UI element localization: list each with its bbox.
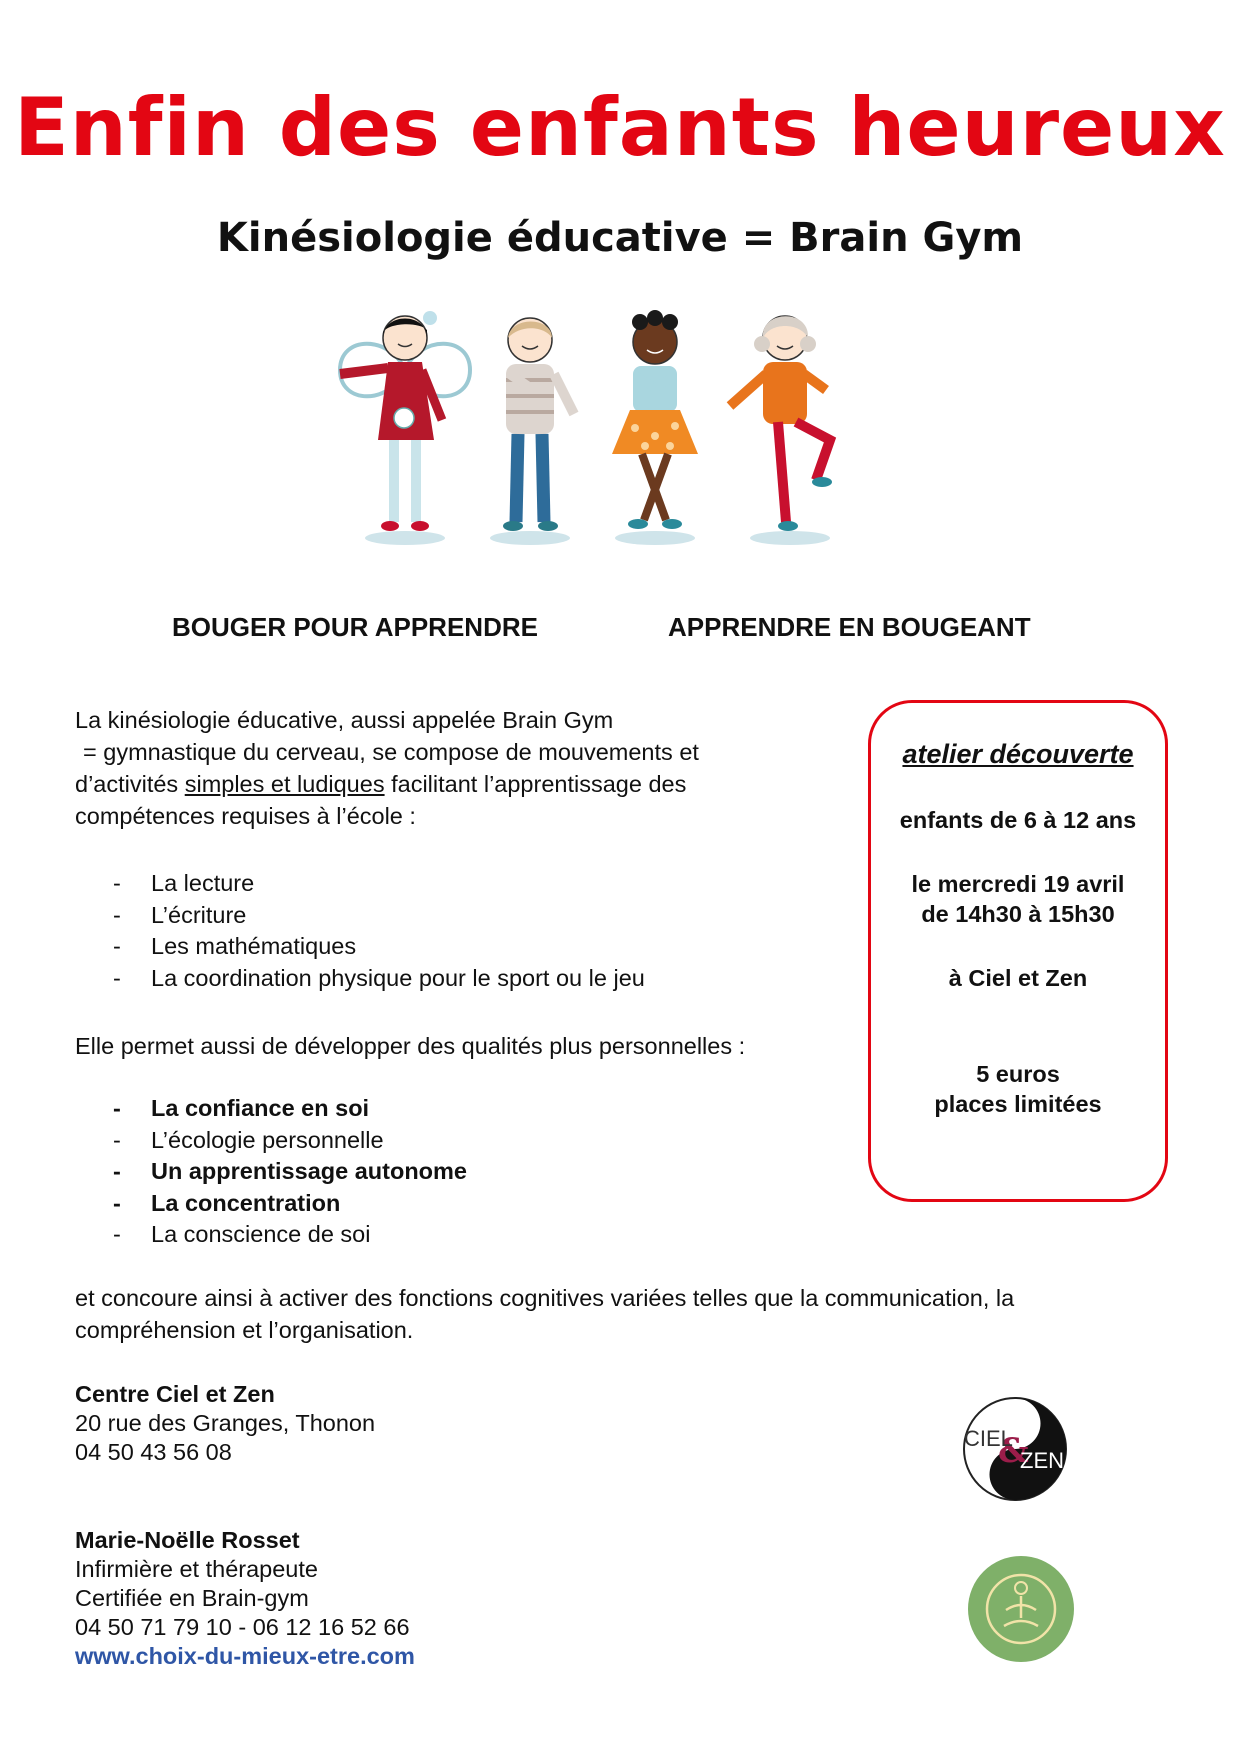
list-item-text: La coordination physique pour le sport ou le jeu: [151, 964, 645, 991]
centre-contact: [75, 1380, 375, 1467]
intro-line-3-end: facilitant l’apprentissage des: [384, 771, 687, 797]
list-item-text: L’écriture: [151, 901, 247, 928]
subjects-list: [75, 868, 645, 994]
intro-line-1: La kinésiologie éducative, aussi appelée Brain Gym: [75, 707, 614, 733]
workshop-place: à Ciel et Zen: [948, 965, 1088, 991]
intro-line-3: [75, 768, 775, 800]
slogan-left: BOUGER POUR APPRENDRE: [172, 612, 538, 642]
qualities-intro: Elle permet aussi de développer des qualités plus personnelles :: [75, 1033, 746, 1059]
list-item: - La conscience de soi: [113, 1221, 371, 1247]
list-item: - Les mathématiques: [113, 933, 357, 959]
ciel-et-zen-logo: [962, 1396, 1068, 1502]
list-item-text: La lecture: [151, 870, 255, 896]
intro-underlined-text: simples et ludiques: [184, 771, 385, 797]
intro-line-3-start: d’activités: [75, 771, 185, 797]
workshop-places: places limitées: [934, 1091, 1102, 1117]
centre-name: Centre Ciel et Zen: [75, 1381, 275, 1407]
centre-address: 20 rue des Granges, Thonon: [75, 1410, 376, 1436]
child-boy-striped: [503, 318, 574, 531]
workshop-title: atelier découverte: [902, 739, 1134, 769]
list-item: - La lecture: [113, 870, 255, 896]
workshop-price: 5 euros: [976, 1061, 1060, 1087]
list-item: - L’écologie personnelle: [113, 1126, 384, 1153]
list-item-text: La concentration: [151, 1189, 341, 1216]
centre-phone: 04 50 43 56 08: [75, 1439, 232, 1465]
list-item-text: Les mathématiques: [151, 933, 357, 959]
person-contact: [75, 1526, 415, 1671]
child-girl-balancing: [730, 316, 832, 531]
slogan-right: APPRENDRE EN BOUGEANT: [668, 612, 1031, 642]
logo-word-ciel: CIEL: [964, 1426, 1013, 1451]
intro-line-4: compétences requises à l’école :: [75, 803, 416, 829]
workshop-box: [868, 700, 1168, 1202]
workshop-date: le mercredi 19 avril: [911, 871, 1125, 897]
website-link[interactable]: www.choix-du-mieux-etre.com: [75, 1643, 415, 1669]
person-phones: 04 50 71 79 10 - 06 12 16 52 66: [75, 1614, 410, 1640]
conclusion-line-2: compréhension et l’organisation.: [75, 1317, 414, 1343]
ampersand-glyph: &: [998, 1431, 1029, 1471]
list-item: - La concentration: [113, 1189, 341, 1216]
list-item: - La coordination physique pour le sport ou le jeu: [113, 964, 645, 991]
child-girl-orange-skirt: [612, 310, 698, 529]
person-certification: Certifiée en Brain-gym: [75, 1585, 309, 1611]
intro-paragraph: [75, 704, 775, 832]
list-item-text: L’écologie personnelle: [151, 1126, 384, 1153]
person-role: Infirmière et thérapeute: [75, 1556, 318, 1582]
list-item-text: La confiance en soi: [151, 1095, 370, 1121]
workshop-age: enfants de 6 à 12 ans: [899, 807, 1137, 833]
child-girl-red-dress: [340, 311, 470, 531]
list-item: - La confiance en soi: [113, 1095, 370, 1121]
meditation-logo: [966, 1554, 1076, 1664]
person-name: Marie-Noëlle Rosset: [75, 1527, 300, 1553]
list-item: - Un apprentissage autonome: [113, 1158, 467, 1184]
children-illustration: [330, 310, 890, 550]
list-item: - L’écriture: [113, 901, 247, 928]
qualities-list: [75, 1093, 467, 1251]
list-item-text: Un apprentissage autonome: [151, 1158, 467, 1184]
intro-line-2: = gymnastique du cerveau, se compose de mouvements et: [83, 739, 699, 765]
page-subtitle: Kinésiologie éducative = Brain Gym: [216, 215, 1024, 261]
page-title: Enfin des enfants heureux: [14, 81, 1226, 174]
list-item-text: La conscience de soi: [151, 1221, 371, 1247]
workshop-time: de 14h30 à 15h30: [921, 901, 1115, 927]
conclusion-paragraph: [75, 1282, 1135, 1346]
logo-word-zen: ZEN: [1020, 1448, 1064, 1473]
conclusion-line-1: et concoure ainsi à activer des fonctions cognitives variées telles que la communication, la: [75, 1285, 1015, 1311]
